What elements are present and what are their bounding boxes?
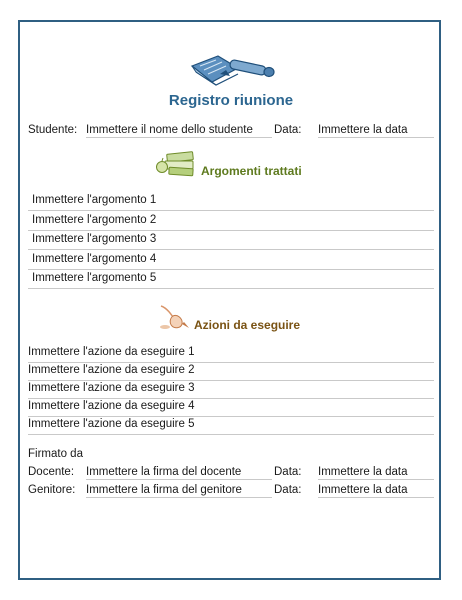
book-pen-icon — [186, 52, 278, 90]
teacher-signature-field[interactable]: Immettere la firma del docente — [86, 466, 272, 480]
parent-label: Genitore: — [28, 484, 76, 496]
teacher-label: Docente: — [28, 466, 75, 478]
topic-row[interactable]: Immettere l'argomento 3 — [28, 232, 434, 250]
parent-signature-field[interactable]: Immettere la firma del genitore — [86, 484, 272, 498]
teacher-date-label: Data: — [274, 466, 302, 478]
books-apple-icon — [155, 150, 197, 178]
topics-list — [28, 193, 434, 289]
topic-row[interactable]: Immettere l'argomento 1 — [28, 193, 434, 211]
actions-list — [28, 345, 434, 435]
parent-date-label: Data: — [274, 484, 302, 496]
actions-heading: Azioni da eseguire — [194, 318, 301, 332]
date-label: Data: — [274, 124, 302, 136]
signed-by-label: Firmato da — [28, 448, 83, 460]
action-row[interactable]: Immettere l'azione da eseguire 1 — [28, 345, 434, 363]
pen-nib-icon — [155, 302, 195, 332]
action-row[interactable]: Immettere l'azione da eseguire 3 — [28, 381, 434, 399]
action-row[interactable]: Immettere l'azione da eseguire 2 — [28, 363, 434, 381]
page-title: Registro riunione — [168, 92, 294, 109]
topic-row[interactable]: Immettere l'argomento 4 — [28, 252, 434, 270]
topic-row[interactable]: Immettere l'argomento 5 — [28, 271, 434, 289]
topic-row[interactable]: Immettere l'argomento 2 — [28, 213, 434, 231]
date-field[interactable]: Immettere la data — [318, 124, 434, 138]
teacher-date-field[interactable]: Immettere la data — [318, 466, 434, 480]
student-label: Studente: — [28, 124, 78, 136]
action-row[interactable]: Immettere l'azione da eseguire 4 — [28, 399, 434, 417]
student-name-field[interactable]: Immettere il nome dello studente — [86, 124, 272, 138]
topics-heading: Argomenti trattati — [201, 164, 302, 178]
parent-date-field[interactable]: Immettere la data — [318, 484, 434, 498]
action-row[interactable]: Immettere l'azione da eseguire 5 — [28, 417, 434, 435]
